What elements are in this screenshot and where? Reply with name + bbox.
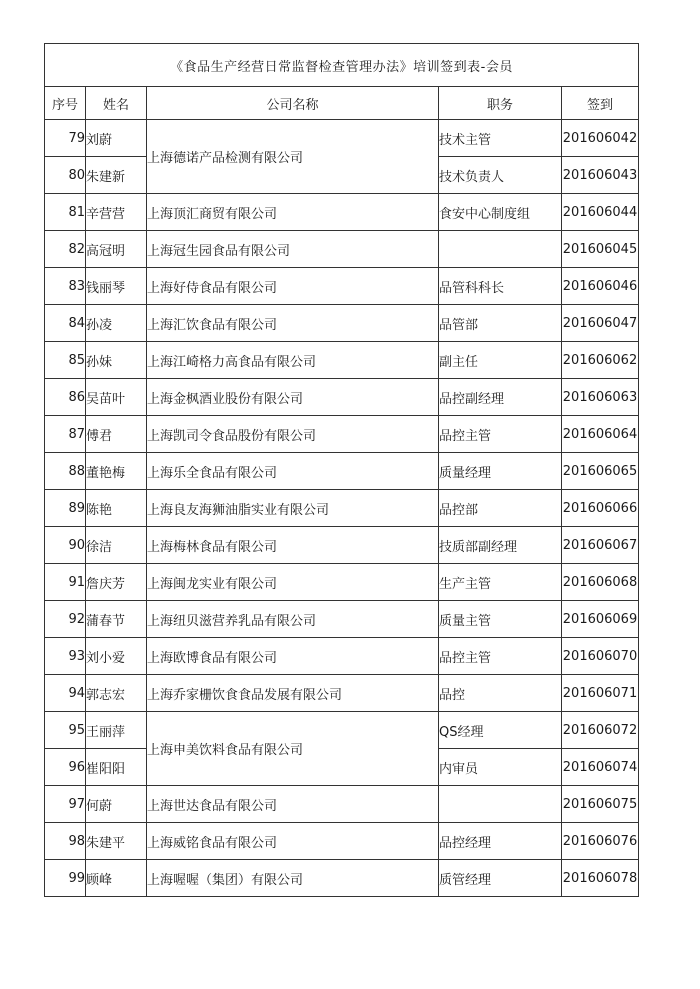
header-no: 序号 (45, 87, 86, 120)
row-position: 品控经理 (439, 823, 562, 860)
row-sign: 201606074 (562, 749, 639, 786)
row-position: 内审员 (439, 749, 562, 786)
row-no: 83 (45, 268, 86, 305)
row-company: 上海汇饮食品有限公司 (147, 305, 439, 342)
row-no: 87 (45, 416, 86, 453)
row-sign: 201606043 (562, 157, 639, 194)
row-company: 上海纽贝滋营养乳品有限公司 (147, 601, 439, 638)
row-name: 顾峰 (86, 860, 147, 897)
row-company: 上海金枫酒业股份有限公司 (147, 379, 439, 416)
row-company: 上海乐全食品有限公司 (147, 453, 439, 490)
row-no: 94 (45, 675, 86, 712)
table-row (45, 342, 639, 379)
table-row (45, 120, 639, 157)
row-name: 刘蔚 (86, 120, 147, 157)
row-name: 刘小爱 (86, 638, 147, 675)
row-name: 董艳梅 (86, 453, 147, 490)
table-row (45, 194, 639, 231)
row-name: 朱建新 (86, 157, 147, 194)
row-no: 90 (45, 527, 86, 564)
table-row (45, 305, 639, 342)
row-position: 副主任 (439, 342, 562, 379)
row-position: 技术主管 (439, 120, 562, 157)
row-sign: 201606076 (562, 823, 639, 860)
row-position: 品控副经理 (439, 379, 562, 416)
row-sign: 201606047 (562, 305, 639, 342)
table-row (45, 712, 639, 749)
row-name: 孙凌 (86, 305, 147, 342)
row-sign: 201606063 (562, 379, 639, 416)
row-sign: 201606042 (562, 120, 639, 157)
row-sign: 201606072 (562, 712, 639, 749)
table-row (45, 268, 639, 305)
row-sign: 201606046 (562, 268, 639, 305)
row-no: 81 (45, 194, 86, 231)
row-name: 孙妹 (86, 342, 147, 379)
row-no: 97 (45, 786, 86, 823)
table-row (45, 416, 639, 453)
row-company: 上海顶汇商贸有限公司 (147, 194, 439, 231)
row-company: 上海良友海狮油脂实业有限公司 (147, 490, 439, 527)
row-company: 上海德诺产品检测有限公司 (147, 120, 439, 194)
row-name: 崔阳阳 (86, 749, 147, 786)
row-position: 质管经理 (439, 860, 562, 897)
row-no: 98 (45, 823, 86, 860)
row-name: 朱建平 (86, 823, 147, 860)
row-position: 食安中心制度组 (439, 194, 562, 231)
row-company: 上海梅林食品有限公司 (147, 527, 439, 564)
table-row (45, 231, 639, 268)
row-position: 品控部 (439, 490, 562, 527)
row-company: 上海江崎格力高食品有限公司 (147, 342, 439, 379)
row-position: 品控主管 (439, 416, 562, 453)
row-company: 上海闽龙实业有限公司 (147, 564, 439, 601)
row-sign: 201606069 (562, 601, 639, 638)
row-sign: 201606067 (562, 527, 639, 564)
row-name: 徐洁 (86, 527, 147, 564)
row-name: 何蔚 (86, 786, 147, 823)
row-position: 品管部 (439, 305, 562, 342)
row-no: 79 (45, 120, 86, 157)
row-name: 辛营营 (86, 194, 147, 231)
row-company: 上海凯司令食品股份有限公司 (147, 416, 439, 453)
table-row (45, 453, 639, 490)
table-row (45, 379, 639, 416)
row-position: 品控 (439, 675, 562, 712)
row-sign: 201606075 (562, 786, 639, 823)
row-sign: 201606062 (562, 342, 639, 379)
row-company: 上海冠生园食品有限公司 (147, 231, 439, 268)
row-position: 技术负责人 (439, 157, 562, 194)
row-sign: 201606068 (562, 564, 639, 601)
row-name: 郭志宏 (86, 675, 147, 712)
row-sign: 201606071 (562, 675, 639, 712)
row-company: 上海好侍食品有限公司 (147, 268, 439, 305)
row-sign: 201606070 (562, 638, 639, 675)
row-name: 王丽萍 (86, 712, 147, 749)
row-position: 品管科科长 (439, 268, 562, 305)
table-row (45, 490, 639, 527)
row-sign: 201606064 (562, 416, 639, 453)
row-no: 84 (45, 305, 86, 342)
row-no: 92 (45, 601, 86, 638)
row-no: 91 (45, 564, 86, 601)
row-no: 89 (45, 490, 86, 527)
row-position: 生产主管 (439, 564, 562, 601)
table-row (45, 675, 639, 712)
row-name: 吴苗叶 (86, 379, 147, 416)
row-sign: 201606066 (562, 490, 639, 527)
header-name: 姓名 (86, 87, 147, 120)
row-position: 技质部副经理 (439, 527, 562, 564)
row-name: 傅君 (86, 416, 147, 453)
row-no: 88 (45, 453, 86, 490)
table-row (45, 527, 639, 564)
row-no: 95 (45, 712, 86, 749)
row-position (439, 231, 562, 268)
row-name: 陈艳 (86, 490, 147, 527)
row-position: 质量经理 (439, 453, 562, 490)
row-no: 93 (45, 638, 86, 675)
sign-in-table (44, 43, 639, 897)
row-company: 上海喔喔（集团）有限公司 (147, 860, 439, 897)
row-company: 上海乔家栅饮食食品发展有限公司 (147, 675, 439, 712)
row-no: 82 (45, 231, 86, 268)
header-company: 公司名称 (147, 87, 439, 120)
row-company: 上海世达食品有限公司 (147, 786, 439, 823)
row-sign: 201606045 (562, 231, 639, 268)
row-name: 蒲春节 (86, 601, 147, 638)
row-sign: 201606065 (562, 453, 639, 490)
row-sign: 201606078 (562, 860, 639, 897)
row-position (439, 786, 562, 823)
row-position: 质量主管 (439, 601, 562, 638)
row-name: 詹庆芳 (86, 564, 147, 601)
header-position: 职务 (439, 87, 562, 120)
row-position: 品控主管 (439, 638, 562, 675)
row-no: 80 (45, 157, 86, 194)
row-no: 85 (45, 342, 86, 379)
row-name: 高冠明 (86, 231, 147, 268)
row-sign: 201606044 (562, 194, 639, 231)
row-position: QS经理 (439, 712, 562, 749)
table-row (45, 638, 639, 675)
table-row (45, 601, 639, 638)
row-name: 钱丽琴 (86, 268, 147, 305)
row-company: 上海欧博食品有限公司 (147, 638, 439, 675)
table-row (45, 823, 639, 860)
header-row (45, 87, 639, 120)
row-no: 86 (45, 379, 86, 416)
page-title: 《食品生产经营日常监督检查管理办法》培训签到表-会员 (45, 44, 639, 87)
row-company: 上海威铭食品有限公司 (147, 823, 439, 860)
header-sign: 签到 (562, 87, 639, 120)
table-row (45, 860, 639, 897)
table-row (45, 564, 639, 601)
table-row (45, 786, 639, 823)
row-no: 96 (45, 749, 86, 786)
row-company: 上海申美饮料食品有限公司 (147, 712, 439, 786)
row-no: 99 (45, 860, 86, 897)
